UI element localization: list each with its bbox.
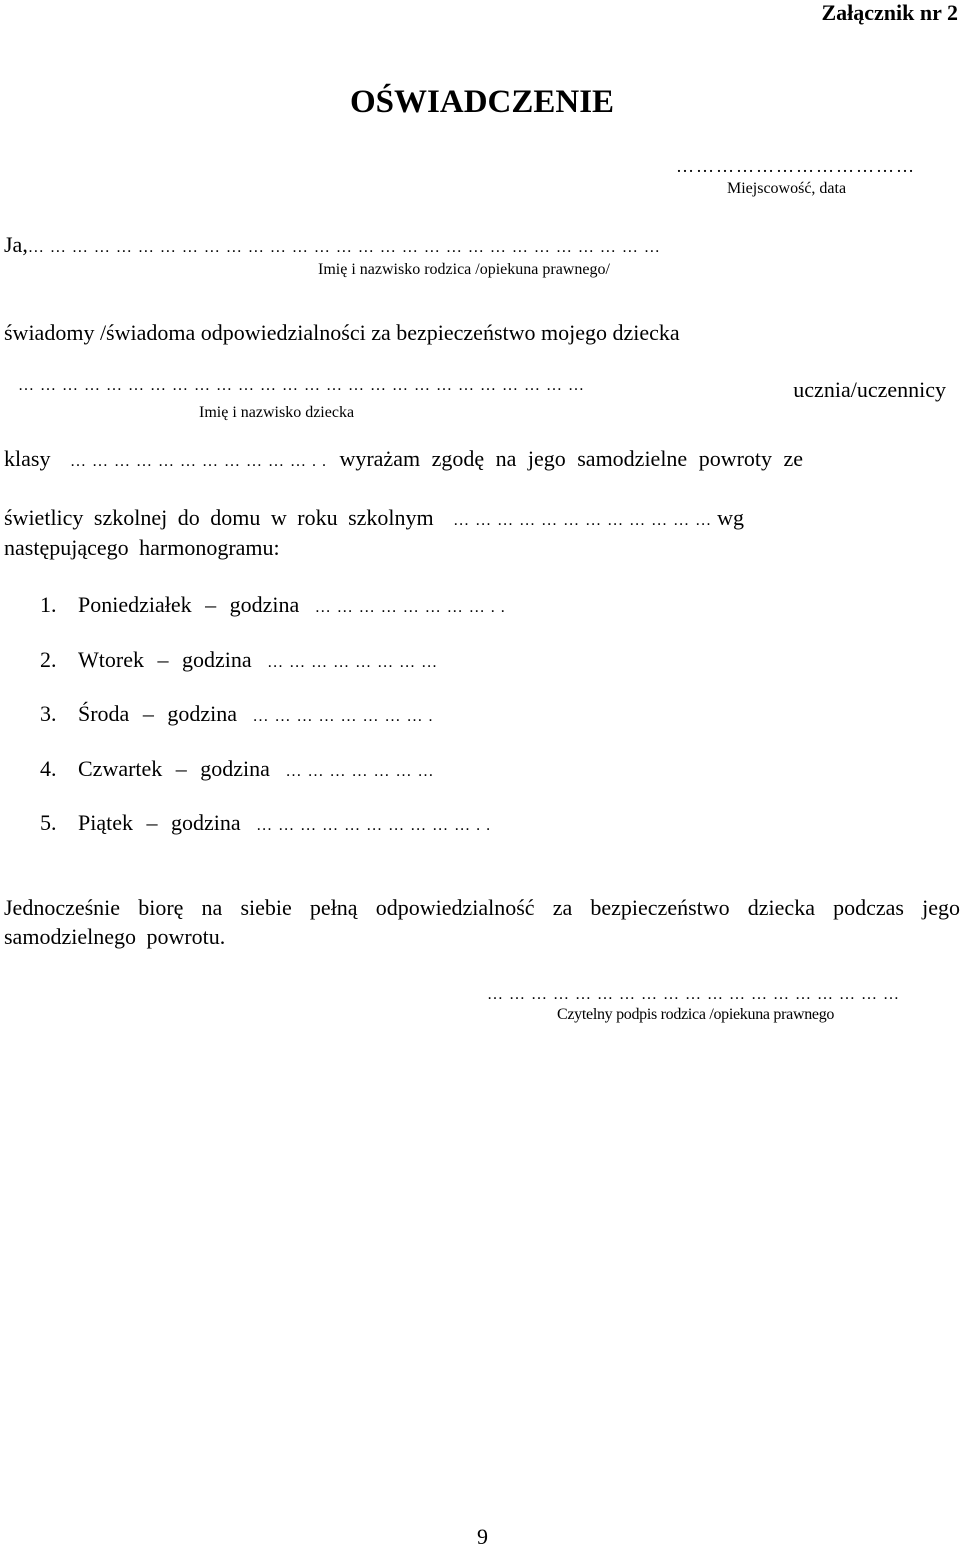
school-year-text: świetlicy szkolnej do domu w roku szkolnym: [4, 505, 434, 530]
statement-line-2: samodzielnego powrotu.: [4, 924, 226, 949]
schedule-item: 2. Wtorek – godzina ……………………: [40, 647, 444, 672]
child-role-label: ucznia/uczennicy: [793, 377, 946, 402]
place-date-dots: ………………………………: [676, 156, 916, 176]
child-name-dots: ……………………………………………………………………: [18, 377, 590, 394]
class-line: [4, 446, 803, 472]
awareness-line: świadomy /świadoma odpowiedzialności za bezpieczeństwo mojego dziecka: [4, 320, 680, 345]
page-number: 9: [477, 1524, 488, 1549]
parent-name-caption: Imię i nazwisko rodzica /opiekuna prawnego/: [318, 261, 610, 278]
signature-caption: Czytelny podpis rodzica /opiekuna prawnego: [557, 1006, 835, 1023]
document-title: OŚWIADCZENIE: [350, 84, 615, 120]
parent-prefix: Ja,: [4, 232, 28, 257]
schedule-item: 3. Środa – godzina …………………….: [40, 701, 439, 726]
parent-name-dots: ……………………………………………………………………………: [27, 239, 666, 256]
schedule-item: 5. Piątek – godzina …………………………..: [40, 810, 497, 835]
consent-text: wyrażam zgodę na jego samodzielne powroty ze: [339, 446, 804, 471]
class-prefix: klasy: [4, 446, 51, 471]
annex-label: Załącznik nr 2: [821, 0, 958, 25]
schedule-intro: następującego harmonogramu:: [4, 535, 280, 560]
class-dots: ……………………………..: [69, 453, 332, 470]
school-year-suffix: wg: [717, 505, 745, 530]
statement-line-1: Jednocześnie biorę na siebie pełną odpowiedzialność za bezpieczeństwo dziecka podczas jego: [4, 895, 960, 920]
signature-dots: …………………………………………………: [487, 986, 905, 1003]
schedule-item: 1. Poniedziałek – godzina ……………………..: [40, 592, 511, 617]
place-date-caption: Miejscowość, data: [727, 180, 847, 197]
school-year-dots: ………………………………: [453, 512, 718, 529]
schedule-item: 4. Czwartek – godzina …………………: [40, 756, 440, 781]
parent-name-line: [4, 232, 666, 258]
school-year-line: [4, 505, 744, 531]
child-name-caption: Imię i nazwisko dziecka: [199, 404, 355, 421]
